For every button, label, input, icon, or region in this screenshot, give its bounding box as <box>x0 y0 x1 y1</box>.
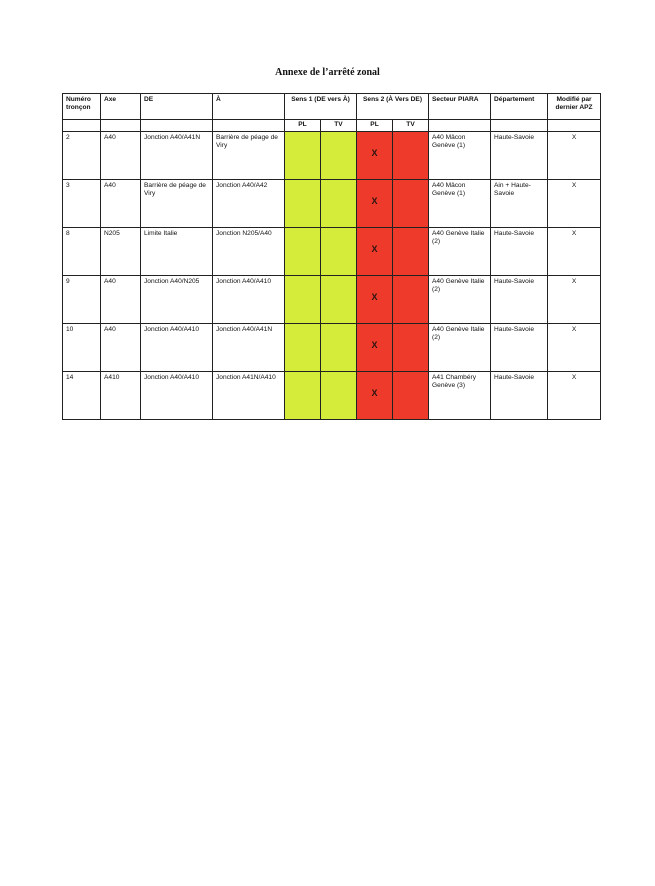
cell-secteur: A40 Genève Italie (2) <box>429 324 491 372</box>
subheader-sens1-tv: TV <box>321 120 357 132</box>
annex-table <box>62 93 601 420</box>
subheader-row <box>63 120 601 132</box>
cell-modifie: X <box>548 372 601 420</box>
cell-secteur: A40 Mâcon Genève (1) <box>429 132 491 180</box>
cell-numero: 10 <box>63 324 101 372</box>
cell-a: Jonction A40/A42 <box>213 180 285 228</box>
subheader-sens2-pl: PL <box>357 120 393 132</box>
cell-de: Jonction A40/A410 <box>141 324 213 372</box>
subheader-blank <box>101 120 141 132</box>
cell-secteur: A40 Genève Italie (2) <box>429 276 491 324</box>
cell-modifie: X <box>548 132 601 180</box>
table-row <box>63 132 601 180</box>
cell-modifie: X <box>548 180 601 228</box>
cell-numero: 2 <box>63 132 101 180</box>
cell-axe: A410 <box>101 372 141 420</box>
subheader-blank <box>491 120 548 132</box>
cell-sens2-tv <box>393 276 429 324</box>
cell-sens2-pl <box>357 372 393 420</box>
cell-axe: A40 <box>101 132 141 180</box>
cell-numero: 14 <box>63 372 101 420</box>
cell-sens1-tv <box>321 276 357 324</box>
x-mark: X <box>371 244 378 254</box>
x-mark: X <box>371 340 378 350</box>
cell-sens1-pl <box>285 372 321 420</box>
cell-axe: N205 <box>101 228 141 276</box>
cell-sens1-tv <box>321 324 357 372</box>
header-a: À <box>213 94 285 120</box>
cell-a: Barrière de péage de Viry <box>213 132 285 180</box>
subheader-blank <box>213 120 285 132</box>
header-de: DE <box>141 94 213 120</box>
table-row <box>63 324 601 372</box>
table-row <box>63 228 601 276</box>
cell-secteur: A40 Mâcon Genève (1) <box>429 180 491 228</box>
cell-departement: Haute-Savoie <box>491 228 548 276</box>
subheader-blank <box>141 120 213 132</box>
cell-a: Jonction A40/A410 <box>213 276 285 324</box>
cell-a: Jonction N205/A40 <box>213 228 285 276</box>
cell-sens1-tv <box>321 132 357 180</box>
cell-axe: A40 <box>101 324 141 372</box>
cell-sens1-pl <box>285 324 321 372</box>
cell-sens1-pl <box>285 228 321 276</box>
x-mark: X <box>371 196 378 206</box>
x-mark: X <box>371 388 378 398</box>
cell-sens2-tv <box>393 228 429 276</box>
cell-sens2-pl <box>357 228 393 276</box>
cell-modifie: X <box>548 276 601 324</box>
cell-sens1-tv <box>321 180 357 228</box>
cell-sens2-tv <box>393 324 429 372</box>
cell-a: Jonction A40/A41N <box>213 324 285 372</box>
header-sens2: Sens 2 (À Vers DE) <box>357 94 429 120</box>
cell-sens2-pl <box>357 180 393 228</box>
cell-axe: A40 <box>101 276 141 324</box>
cell-departement: Haute-Savoie <box>491 324 548 372</box>
cell-de: Barrière de péage de Viry <box>141 180 213 228</box>
subheader-sens2-tv: TV <box>393 120 429 132</box>
header-row <box>63 94 601 120</box>
cell-sens2-pl <box>357 324 393 372</box>
subheader-sens1-pl: PL <box>285 120 321 132</box>
x-mark: X <box>371 148 378 158</box>
cell-a: Jonction A41N/A410 <box>213 372 285 420</box>
header-departement: Département <box>491 94 548 120</box>
cell-modifie: X <box>548 324 601 372</box>
cell-sens2-tv <box>393 180 429 228</box>
header-secteur: Secteur PIARA <box>429 94 491 120</box>
cell-sens1-pl <box>285 276 321 324</box>
cell-numero: 3 <box>63 180 101 228</box>
subheader-blank <box>429 120 491 132</box>
cell-sens1-pl <box>285 180 321 228</box>
cell-de: Limite Italie <box>141 228 213 276</box>
cell-modifie: X <box>548 228 601 276</box>
cell-sens1-tv <box>321 228 357 276</box>
cell-departement: Ain + Haute-Savoie <box>491 180 548 228</box>
cell-sens2-pl <box>357 132 393 180</box>
cell-numero: 8 <box>63 228 101 276</box>
table-row <box>63 372 601 420</box>
header-sens1: Sens 1 (DE vers À) <box>285 94 357 120</box>
cell-de: Jonction A40/N205 <box>141 276 213 324</box>
cell-de: Jonction A40/A41N <box>141 132 213 180</box>
cell-secteur: A41 Chambéry Genève (3) <box>429 372 491 420</box>
cell-de: Jonction A40/A410 <box>141 372 213 420</box>
cell-sens2-tv <box>393 132 429 180</box>
cell-sens2-tv <box>393 372 429 420</box>
cell-departement: Haute-Savoie <box>491 372 548 420</box>
cell-secteur: A40 Genève Italie (2) <box>429 228 491 276</box>
cell-departement: Haute-Savoie <box>491 276 548 324</box>
header-modifie: Modifié par dernier APZ <box>548 94 601 120</box>
cell-departement: Haute-Savoie <box>491 132 548 180</box>
header-numero: Numéro tronçon <box>63 94 101 120</box>
cell-sens1-pl <box>285 132 321 180</box>
cell-sens1-tv <box>321 372 357 420</box>
subheader-blank <box>548 120 601 132</box>
cell-sens2-pl <box>357 276 393 324</box>
x-mark: X <box>371 292 378 302</box>
cell-axe: A40 <box>101 180 141 228</box>
subheader-blank <box>63 120 101 132</box>
table-row <box>63 276 601 324</box>
cell-numero: 9 <box>63 276 101 324</box>
header-axe: Axe <box>101 94 141 120</box>
page-title: Annexe de l’arrêté zonal <box>275 67 380 78</box>
table-row <box>63 180 601 228</box>
